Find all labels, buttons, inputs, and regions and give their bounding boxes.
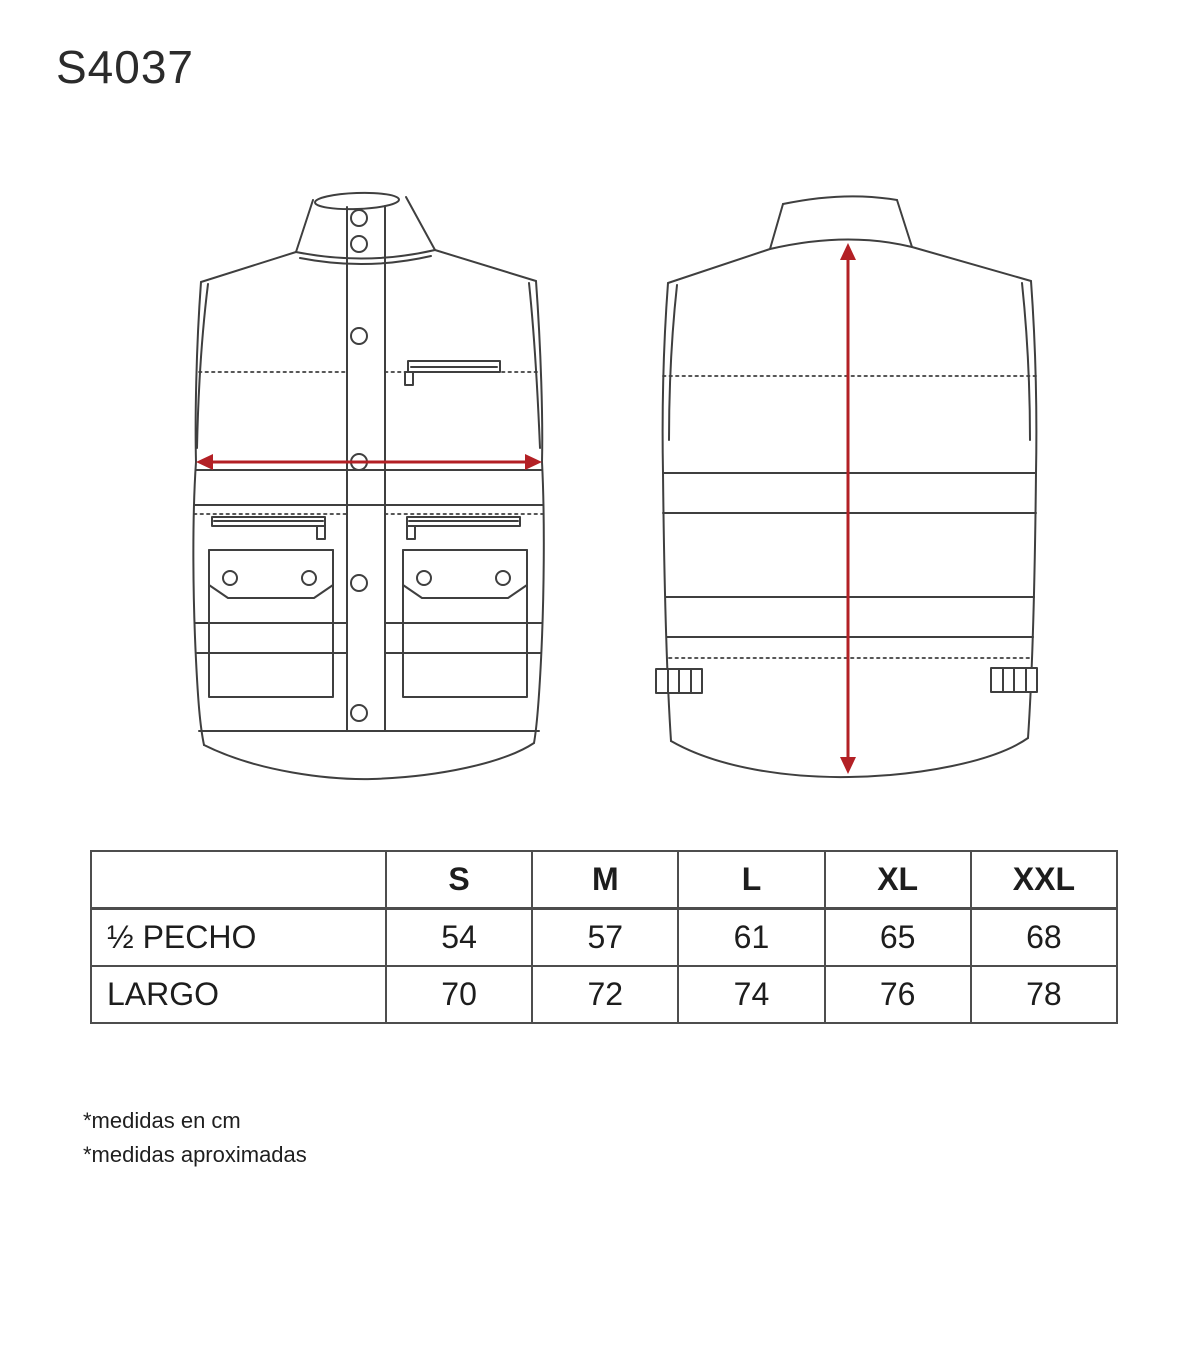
length-value-l: 74 bbox=[678, 966, 824, 1023]
hem-curve bbox=[204, 743, 534, 779]
length-value-xl: 76 bbox=[825, 966, 971, 1023]
size-col-header-xxl: XXL bbox=[971, 851, 1117, 909]
chest-zip-pull bbox=[405, 372, 413, 385]
row-label-half-chest: ½ PECHO bbox=[91, 909, 386, 967]
pocket-zip-left-pull bbox=[317, 526, 325, 539]
back-length-arrow bbox=[840, 243, 856, 774]
table-row-length bbox=[91, 966, 1117, 1023]
collar-base-seam-2 bbox=[300, 256, 431, 264]
footnote-approx: *medidas aproximadas bbox=[83, 1142, 307, 1167]
vest-back-drawing bbox=[640, 170, 1060, 810]
half-chest-value-xxl: 68 bbox=[971, 909, 1117, 967]
flap-button bbox=[417, 571, 431, 585]
half-chest-value-m: 57 bbox=[532, 909, 678, 967]
length-value-xxl: 78 bbox=[971, 966, 1117, 1023]
button bbox=[351, 210, 367, 226]
half-chest-value-xl: 65 bbox=[825, 909, 971, 967]
flap-button bbox=[223, 571, 237, 585]
length-value-m: 72 bbox=[532, 966, 678, 1023]
vest-front-drawing bbox=[170, 170, 590, 810]
collar-right-edge bbox=[406, 197, 435, 250]
arrowhead-bottom bbox=[840, 757, 856, 774]
collar-opening bbox=[315, 192, 400, 211]
flap-button bbox=[496, 571, 510, 585]
button bbox=[351, 236, 367, 252]
half-chest-value-s: 54 bbox=[386, 909, 532, 967]
neck-seam bbox=[770, 239, 912, 249]
collar-left-edge bbox=[770, 204, 783, 249]
shoulder-left bbox=[201, 252, 296, 282]
placket bbox=[347, 206, 385, 731]
size-col-header-l: L bbox=[678, 851, 824, 909]
size-table-corner-cell bbox=[91, 851, 386, 909]
row-label-length: LARGO bbox=[91, 966, 386, 1023]
length-value-s: 70 bbox=[386, 966, 532, 1023]
size-table-header-row bbox=[91, 851, 1117, 909]
arrowhead-left bbox=[196, 454, 213, 470]
product-code: S4037 bbox=[56, 41, 195, 93]
armhole-left bbox=[669, 285, 677, 440]
button bbox=[351, 575, 367, 591]
chest-width-arrow bbox=[196, 454, 542, 470]
collar-left-edge bbox=[296, 200, 313, 252]
size-col-header-xl: XL bbox=[825, 851, 971, 909]
shoulder-right bbox=[435, 250, 536, 281]
footnote-units: *medidas en cm bbox=[83, 1108, 241, 1133]
size-col-header-s: S bbox=[386, 851, 532, 909]
pocket-zip-right-pull bbox=[407, 526, 415, 539]
size-table bbox=[90, 850, 1118, 1024]
half-chest-value-l: 61 bbox=[678, 909, 824, 967]
table-row-half-chest bbox=[91, 909, 1117, 967]
size-col-header-m: M bbox=[532, 851, 678, 909]
armhole-right bbox=[1022, 283, 1030, 440]
button bbox=[351, 328, 367, 344]
flap-button bbox=[302, 571, 316, 585]
shoulder-left bbox=[668, 249, 770, 283]
shoulder-right bbox=[912, 247, 1031, 281]
button bbox=[351, 705, 367, 721]
collar-right-edge bbox=[897, 200, 912, 247]
collar-base-seam bbox=[296, 250, 435, 259]
footnotes bbox=[83, 1104, 307, 1172]
arrowhead-top bbox=[840, 243, 856, 260]
collar-top bbox=[783, 196, 897, 204]
vest-front-outline bbox=[193, 192, 543, 780]
arrowhead-right bbox=[525, 454, 542, 470]
